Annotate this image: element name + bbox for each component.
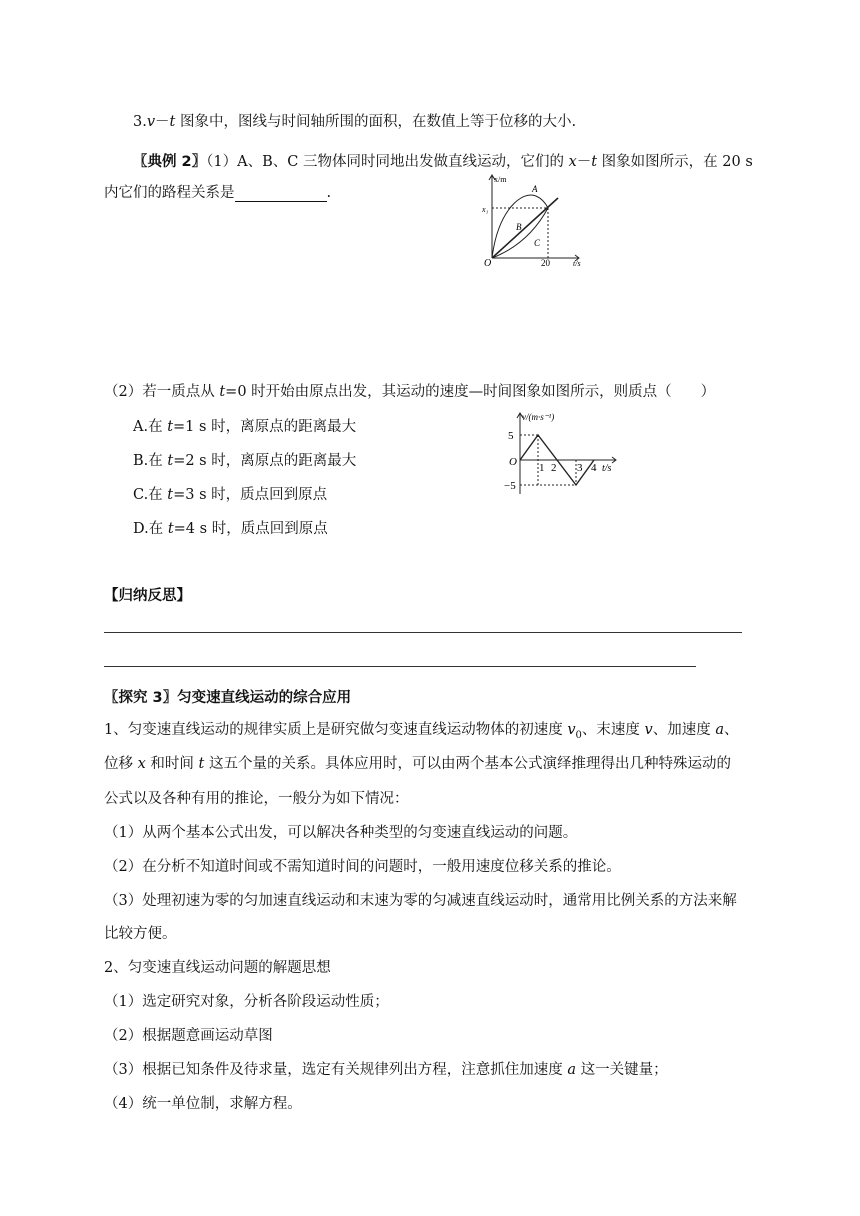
example2-q1-line2 — [104, 181, 331, 202]
p1-l2-b: 和时间 — [145, 756, 199, 772]
p1-l2-c: 这五个量的关系。具体应用时，可以由两个基本公式演绎推理得出几种特殊运动的 — [204, 756, 731, 772]
point-3-text — [133, 110, 576, 131]
var-a: a — [715, 722, 724, 738]
option-c-pre: C.在 — [133, 487, 168, 503]
summary-title: 【归纳反思】 — [104, 588, 191, 604]
step-3 — [104, 1058, 668, 1079]
explore3-p1-line2 — [104, 752, 731, 773]
var-t: t — [167, 419, 174, 435]
explore3-p2: 2、匀变速直线运动问题的解题思想 — [104, 960, 331, 976]
p1-text-d: 、 — [724, 722, 739, 738]
origin-label: O — [509, 456, 517, 468]
q1-text-b: 图象如图所示，在 20 s — [597, 154, 753, 170]
var-x: x — [137, 756, 146, 772]
q1-line2-text: 内它们的路程关系是 — [104, 185, 235, 201]
var-v: v — [644, 722, 653, 738]
t-axis-label: t/s — [602, 463, 612, 474]
p1-text-b: 、末速度 — [581, 722, 645, 738]
var-a: a — [567, 1062, 576, 1078]
y-axis-label: x/m — [494, 175, 507, 184]
x1-label: x₁ — [482, 205, 489, 214]
vt-graph-figure — [500, 408, 625, 498]
tick-1: 1 — [539, 462, 545, 474]
case-3-line2: 比较方便。 — [104, 926, 177, 942]
point-3-rest: 图象中，图线与时间轴所围的面积，在数值上等于位移的大小. — [175, 114, 577, 130]
example2-q2-stem — [104, 380, 715, 401]
tick-20: 20 — [541, 258, 550, 268]
option-a-pre: A.在 — [133, 419, 168, 435]
p1-l2-a: 位移 — [104, 756, 138, 772]
var-x: x — [568, 154, 577, 170]
option-d-pre: D.在 — [133, 521, 168, 537]
dash: － — [155, 114, 170, 130]
tick-minus5: −5 — [504, 480, 516, 492]
option-b[interactable] — [133, 449, 356, 470]
tick-5: 5 — [508, 430, 514, 442]
summary-line-1[interactable] — [104, 632, 742, 633]
var-v: v — [146, 114, 156, 130]
v-axis-label: v/(m·s⁻¹) — [522, 412, 555, 422]
step-2: （2）根据题意画运动草图 — [104, 1028, 273, 1044]
option-c[interactable] — [133, 483, 327, 504]
var-t: t — [167, 521, 174, 537]
var-t: t — [167, 487, 174, 503]
var-t: t — [198, 756, 205, 772]
step-1: （1）选定研究对象，分析各阶段运动性质； — [104, 994, 389, 1010]
q1-period: . — [326, 185, 332, 201]
answer-blank[interactable] — [235, 187, 327, 202]
step-3-a: （3）根据已知条件及待求量，选定有关规律列出方程，注意抓住加速度 — [104, 1062, 568, 1078]
summary-line-2[interactable] — [104, 666, 696, 667]
q1-text-a: （1）A、B、C 三物体同时同地出发做直线运动，它们的 — [206, 154, 569, 170]
var-v0: v — [567, 722, 576, 738]
var-t: t — [591, 154, 598, 170]
p1-text-c: 、加速度 — [652, 722, 716, 738]
explore3-p1-line1 — [104, 718, 739, 741]
label-C: C — [534, 238, 541, 248]
option-c-post: =3 s 时，质点回到原点 — [173, 487, 328, 503]
step-4: （4）统一单位制，求解方程。 — [104, 1096, 302, 1112]
xt-graph-figure — [478, 170, 588, 268]
point-number: 3. — [133, 114, 147, 130]
case-3-line1: （3）处理初速为零的匀加速直线运动和末速为零的匀减速直线运动时，通常用比例关系的方法来解 — [104, 893, 737, 909]
option-a-post: =1 s 时，离原点的距离最大 — [173, 419, 357, 435]
example2-q1-line1 — [133, 150, 753, 171]
option-d[interactable] — [133, 517, 328, 538]
explore3-p1-line3: 公式以及各种有用的推论，一般分为如下情况： — [104, 791, 409, 807]
tick-3: 3 — [577, 462, 583, 474]
origin-label: O — [484, 258, 492, 268]
case-1: （1）从两个基本公式出发，可以解决各种类型的匀变速直线运动的问题。 — [104, 825, 578, 841]
var-t: t — [167, 453, 174, 469]
option-b-post: =2 s 时，离原点的距离最大 — [173, 453, 357, 469]
x-axis-label: t/s — [573, 259, 581, 268]
p1-text-a: 1、匀变速直线运动的规律实质上是研究做匀变速直线运动物体的初速度 — [104, 722, 568, 738]
option-b-pre: B.在 — [133, 453, 168, 469]
tick-4: 4 — [591, 462, 597, 474]
case-2: （2）在分析不知道时间或不需知道时间的问题时，一般用速度位移关系的推论。 — [104, 859, 621, 875]
example2-label: 〖典例 2〗 — [133, 154, 207, 170]
option-d-post: =4 s 时，质点回到原点 — [173, 521, 328, 537]
q2-text-b: =0 时开始由原点出发，其运动的速度—时间图象如图所示，则质点（ ） — [225, 384, 716, 400]
dash: － — [576, 154, 592, 170]
q2-text-a: （2）若一质点从 — [104, 384, 220, 400]
label-B: B — [516, 222, 522, 232]
option-a[interactable] — [133, 415, 356, 436]
label-A: A — [532, 184, 538, 194]
var-t: t — [219, 384, 226, 400]
step-3-b: 这一关键量； — [576, 1062, 668, 1078]
subscript-0: 0 — [575, 729, 582, 741]
explore3-title: 〖探究 3〗匀变速直线运动的综合应用 — [104, 690, 352, 706]
tick-2: 2 — [551, 462, 557, 474]
var-t: t — [169, 114, 176, 130]
